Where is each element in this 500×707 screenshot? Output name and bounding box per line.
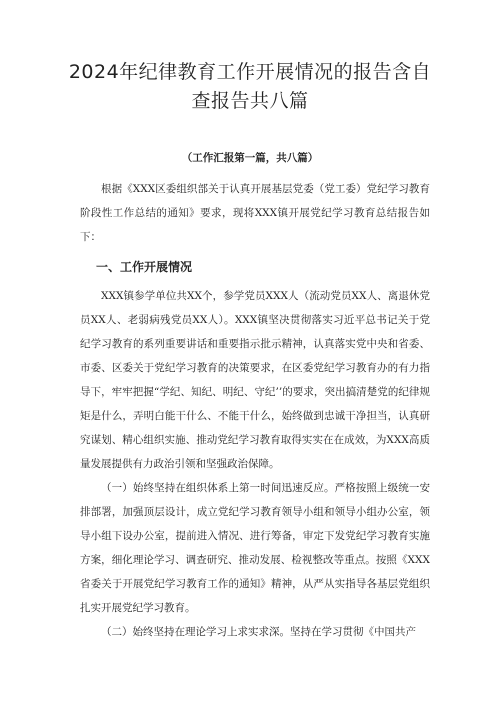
body-paragraph-3: （二）始终坚持在理论学习上求实求深。坚持在学习贯彻《中国共产 xyxy=(101,626,416,638)
document-title: 2024年纪律教育工作开展情况的报告含自查报告共八篇 xyxy=(68,61,432,112)
intro-paragraph: 根据《XXX区委组织部关于认真开展基层党委（党工委）党纪学习教育阶段性工作总结的通知》要求，现将XXX镇开展党纪学习教育总结报告如下： xyxy=(80,183,430,243)
section-heading: 一、工作开展情况 xyxy=(96,260,193,274)
body-paragraph-1: XXX镇参学单位共XX个，参学党员XXX人（流动党员XX人、离退休党员XX人、老弱病残党员XX人）。XXX镇坚决贯彻落实习近平总书记关于党纪学习教育的系列重要讲话和重要指示批示精神，认真落实党中央和省委、市委、区委关于党纪学习教育的决策要求，在区委党纪学习教育办的有力指导下，牢牢把握“学纪、知纪、明纪、守纪’’的要求，突出搞清楚党的纪律规矩是什么，弄明白能干什么、不能干什么，始终做到忠诚干净担当，认真研究谋划、精心组织实施、推动党纪学习教育取得实实在在成效，为XXX高质量发展提供有力政治引领和坚强政治保障。 xyxy=(80,290,430,470)
body-paragraph-2: （一）始终坚持在组织体系上第一时间迅速反应。严格按照上级统一安排部署，加强顶层设计，成立党纪学习教育领导小组和领导小组办公室，领导小组下设办公室，提前进入情况、进行筹备，审定下发党纪学习教育实施方案，细化理论学习、调查研究、推动发展、检视整改等重点。按照《XXX省委关于开展党纪学习教育工作的通知》精神，从严从实指导各基层党组织扎实开展党纪学习教育。 xyxy=(80,482,430,614)
document-subtitle: （工作汇报第一篇，共八篇） xyxy=(181,152,319,164)
